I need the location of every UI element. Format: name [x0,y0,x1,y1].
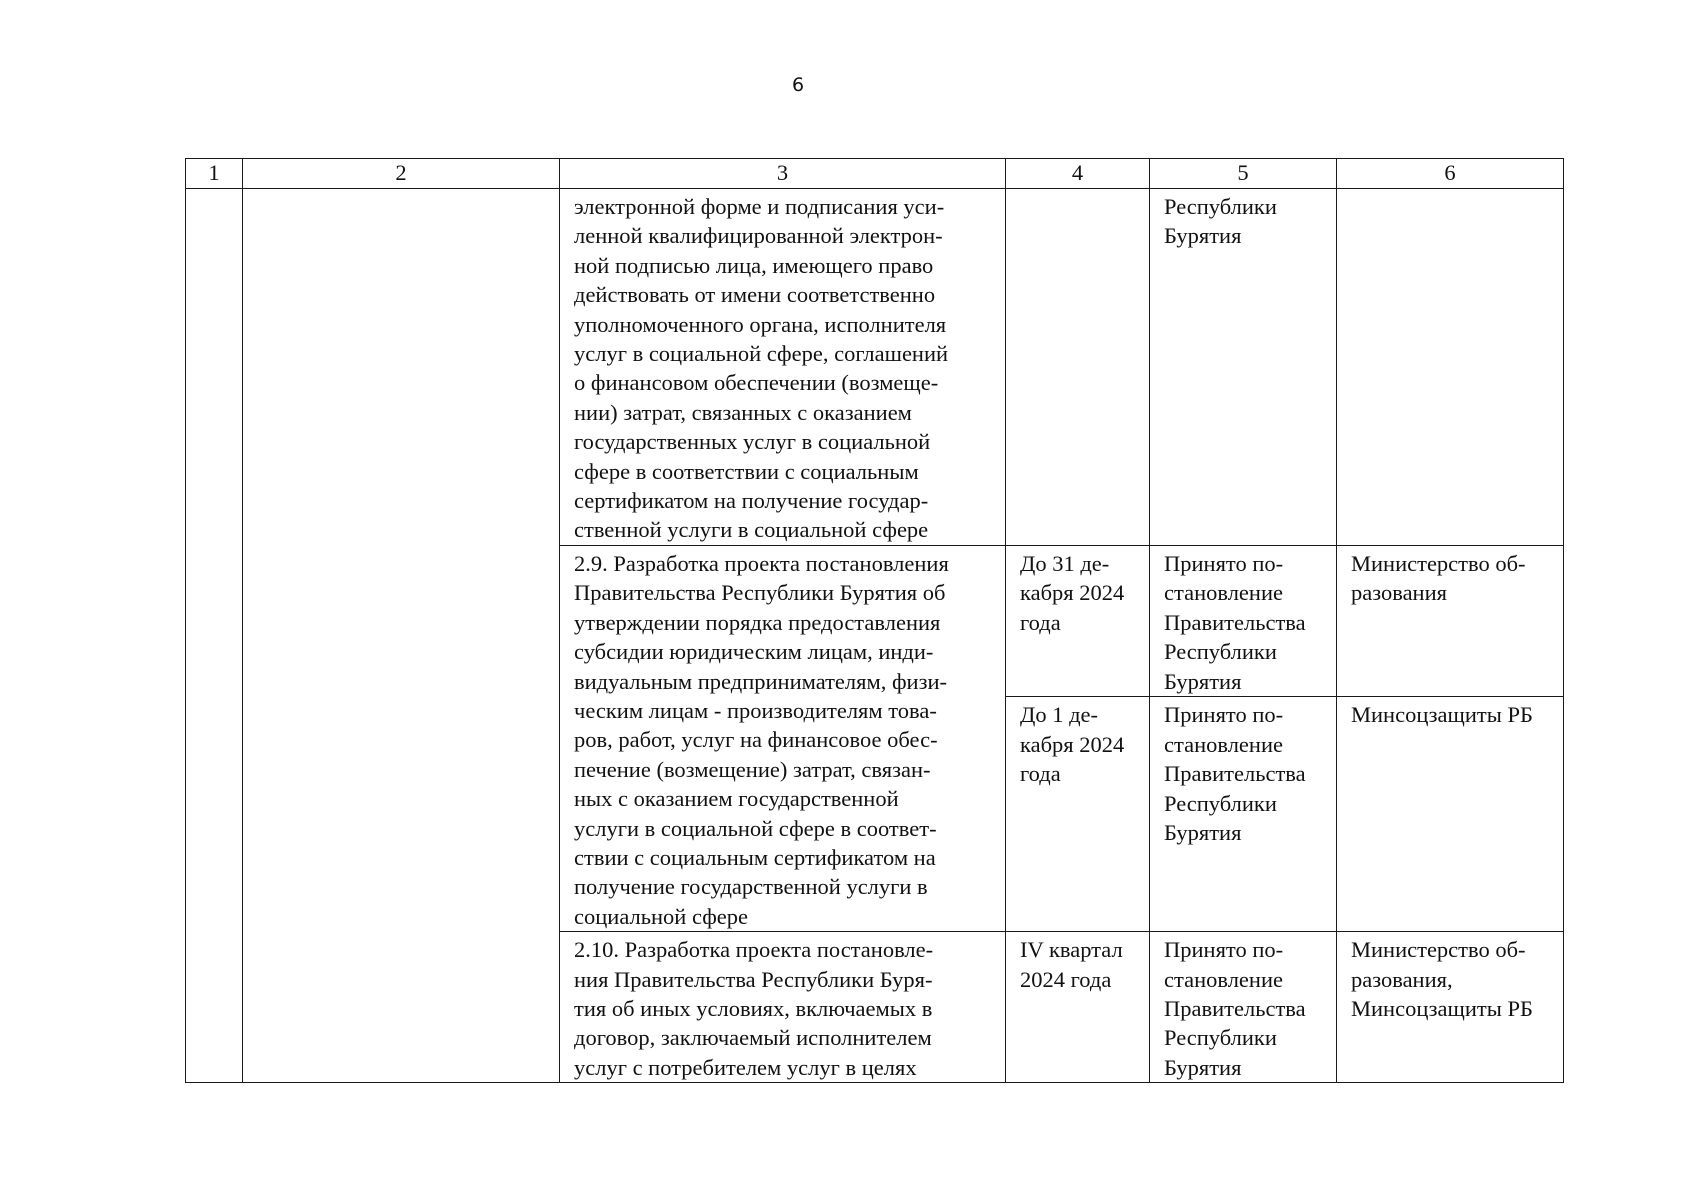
continuation-responsible [1337,189,1564,546]
column-header-5: 5 [1150,159,1337,189]
item-2-10-deadline: IV квартал 2024 года [1006,932,1150,1083]
continuation-deadline [1006,189,1150,546]
continuation-description: электронной форме и подписания уси- ленной квалифицированной электрон- ной подписью лица, имеющего право действовать от имени соответственно уполномоченного органа, исполнителя услуг в социальной сфере, соглашений о финансовом обеспечении (возмеще- нии) затрат, связанных с оказанием государственных услуг в социальной сфере в соответствии с социальным сертификатом на получение государ- ственной услуги в социальной сфере [560,189,1006,546]
item-2-10-responsible: Министерство об- разования, Минсоцзащиты РБ [1337,932,1564,1083]
column-header-4: 4 [1006,159,1150,189]
table-header-row [186,159,1564,189]
table-row-continuation [186,189,1564,546]
item-2-9-a-result: Принято по- становление Правительства Республики Бурятия [1150,545,1337,697]
item-2-9-b-responsible: Минсоцзащиты РБ [1337,697,1564,932]
cell-col2-blank [243,189,560,1083]
item-2-10-result: Принято по- становление Правительства Республики Бурятия [1150,932,1337,1083]
plan-table [185,158,1564,1083]
item-2-10-description: 2.10. Разработка проекта постановле- ния Правительства Республики Буря- тия об иных условиях, включаемых в договор, заключаемый исполнителем услуг с потребителем услуг в целях [560,932,1006,1083]
column-header-1: 1 [186,159,243,189]
item-2-9-b-result: Принято по- становление Правительства Республики Бурятия [1150,697,1337,932]
item-2-9-b-deadline: До 1 де- кабря 2024 года [1006,697,1150,932]
column-header-2: 2 [243,159,560,189]
item-2-9-a-responsible: Министерство об- разования [1337,545,1564,697]
cell-col1-blank [186,189,243,1083]
column-header-3: 3 [560,159,1006,189]
continuation-result: Республики Бурятия [1150,189,1337,546]
item-2-9-a-deadline: До 31 де- кабря 2024 года [1006,545,1150,697]
item-2-9-description: 2.9. Разработка проекта постановления Правительства Республики Бурятия об утверждении порядка предоставления субсидии юридическим лицам, инди- видуальным предпринимателям, физи- ческим лицам - производителям това- ров, работ, услуг на финансовое обес- печение (возмещение) затрат, связан- ных с оказанием государственной услуги в социальной сфере в соответ- ствии с социальным сертификатом на получение государственной услуги в социальной сфере [560,545,1006,931]
page-number: 6 [791,74,805,96]
column-header-6: 6 [1337,159,1564,189]
